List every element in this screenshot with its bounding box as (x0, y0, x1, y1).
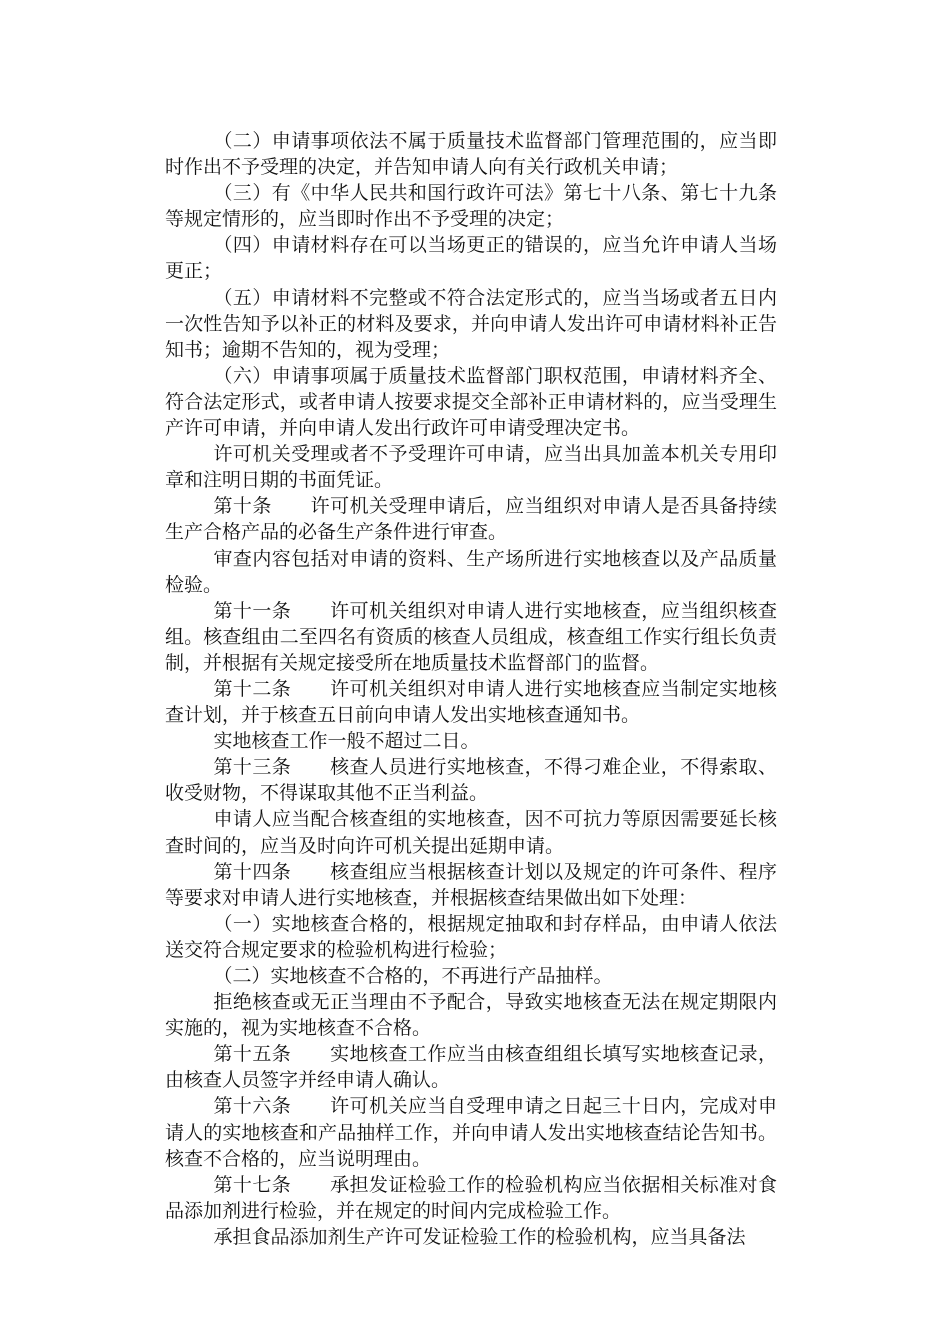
article-17-lab-requirement: 承担食品添加剂生产许可发证检验工作的检验机构，应当具备法 (213, 1225, 746, 1248)
paragraph-item-4: （四）申请材料存在可以当场更正的错误的，应当允许申请人当场更正； (165, 234, 777, 283)
article-13-cooperation: 申请人应当配合核查组的实地核查，因不可抗力等原因需要延长核查时间的，应当及时向许可机关提出延期申请。 (165, 808, 777, 857)
article-12-duration: 实地核查工作一般不超过二日。 (213, 730, 480, 753)
article-12: 第十二条 许可机关组织对申请人进行实地核查应当制定实地核查计划，并于核查五日前向申请人发出实地核查通知书。 (165, 677, 777, 727)
article-16: 第十六条 许可机关应当自受理申请之日起三十日内，完成对申请人的实地核查和产品抽样工作，并向申请人发出实地核查结论告知书。核查不合格的，应当说明理由。 (165, 1095, 777, 1170)
article-14-refusal: 拒绝核查或无正当理由不予配合，导致实地核查无法在规定期限内实施的，视为实地核查不合格。 (165, 991, 777, 1040)
article-11: 第十一条 许可机关组织对申请人进行实地核查，应当组织核查组。核查组由二至四名有资质的核查人员组成，核查组工作实行组长负责制，并根据有关规定接受所在地质量技术监督部门的监督。 (165, 599, 777, 674)
paragraph-item-5: （五）申请材料不完整或不符合法定形式的，应当当场或者五日内一次性告知予以补正的材料及要求，并向申请人发出许可申请材料补正告知书；逾期不告知的，视为受理； (165, 286, 777, 361)
paragraph-item-2: （二）申请事项依法不属于质量技术监督部门管理范围的，应当即时作出不予受理的决定，并告知申请人向有关行政机关申请； (165, 130, 777, 179)
article-17: 第十七条 承担发证检验工作的检验机构应当依据相关标准对食品添加剂进行检验，并在规定的时间内完成检验工作。 (165, 1173, 777, 1222)
paragraph-item-3: （三）有《中华人民共和国行政许可法》第七十八条、第七十九条等规定情形的，应当即时作出不予受理的决定； (165, 182, 777, 231)
article-14: 第十四条 核查组应当根据核查计划以及规定的许可条件、程序等要求对申请人进行实地核查，并根据核查结果做出如下处理： (165, 860, 777, 909)
article-10: 第十条 许可机关受理申请后，应当组织对申请人是否具备持续生产合格产品的必备生产条件进行审查。 (165, 495, 777, 544)
article-10-scope: 审查内容包括对申请的资料、生产场所进行实地核查以及产品质量检验。 (165, 547, 777, 596)
document-body (165, 128, 777, 1250)
article-14-item-2: （二）实地核查不合格的，不再进行产品抽样。 (213, 965, 613, 987)
paragraph-item-6: （六）申请事项属于质量技术监督部门职权范围，申请材料齐全、符合法定形式，或者申请人按要求提交全部补正申请材料的，应当受理生产许可申请，并向申请人发出行政许可申请受理决定书。 (165, 364, 777, 440)
paragraph-stamp-requirement: 许可机关受理或者不予受理许可申请，应当出具加盖本机关专用印章和注明日期的书面凭证。 (165, 443, 777, 492)
article-15: 第十五条 实地核查工作应当由核查组组长填写实地核查记录，由核查人员签字并经申请人确认。 (165, 1043, 777, 1092)
article-13: 第十三条 核查人员进行实地核查，不得刁难企业，不得索取、收受财物，不得谋取其他不正当利益。 (165, 756, 777, 805)
article-14-item-1: （一）实地核查合格的，根据规定抽取和封存样品，由申请人依法送交符合规定要求的检验机构进行检验； (165, 912, 777, 961)
